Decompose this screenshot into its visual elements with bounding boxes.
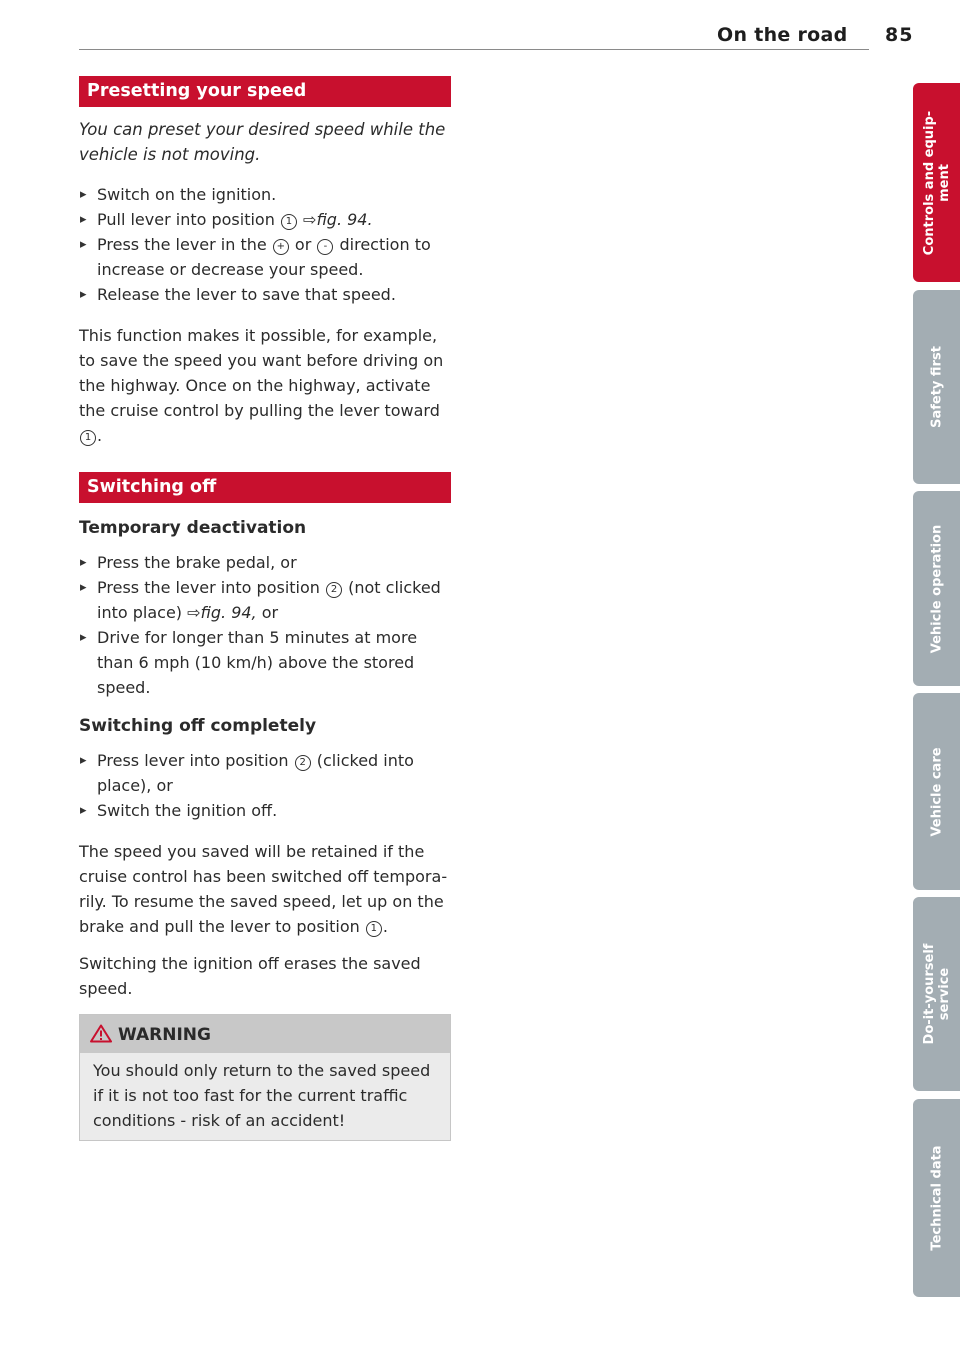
tab-vehicle-care[interactable] xyxy=(913,693,960,890)
arrow-icon: ⇨ xyxy=(187,603,201,622)
position-2-icon: 2 xyxy=(295,755,311,771)
figure-reference[interactable]: fig. 94. xyxy=(316,210,373,229)
tab-label: Vehicle care xyxy=(929,746,944,837)
complete-steps xyxy=(79,748,451,823)
arrow-icon: ⇨ xyxy=(303,210,317,229)
list-item: ▸ Press the lever in the + or - direction to increase or decrease your speed. xyxy=(79,232,451,282)
erase-paragraph: Switching the ignition off erases the saved speed. xyxy=(79,954,421,998)
tab-do-it-yourself-service[interactable] xyxy=(913,897,960,1091)
list-item: ▸ Pull lever into position 1 ⇨fig. 94. xyxy=(79,207,451,232)
tab-controls-and-equipment[interactable] xyxy=(913,83,960,282)
warning-triangle-icon xyxy=(90,1024,112,1043)
tab-label: Vehicle operation xyxy=(929,524,944,653)
position-1-icon: 1 xyxy=(80,430,96,446)
position-2-icon: 2 xyxy=(326,582,342,598)
section-title-presetting: Presetting your speed xyxy=(79,76,451,107)
subheading-completely: Switching off completely xyxy=(79,716,317,736)
warning-box xyxy=(79,1014,451,1141)
tab-label: Technical data xyxy=(929,1145,944,1251)
warning-text: You should only return to the saved speed if it is not too fast for the current traffic conditions - risk of an accident! xyxy=(93,1061,431,1130)
tab-safety-first[interactable] xyxy=(913,290,960,484)
tab-label: Do-it-yourself xyxy=(921,943,937,1045)
presetting-paragraph: This function makes it possible, for example, to save the speed you want before driving on the highway. Once on the highway, activate the cruise control by pulling the lever toward 1 . xyxy=(79,326,444,445)
subheading-temporary: Temporary deactivation xyxy=(79,518,307,538)
list-item: ▸ Drive for longer than 5 minutes at more than 6 mph (10 km/h) above the stored speed. xyxy=(79,625,451,700)
list-item: ▸ Press the lever into position 2 (not clicked into place) ⇨fig. 94, or xyxy=(79,575,451,625)
running-header-title: On the road xyxy=(717,24,848,46)
intro-text: You can preset your desired speed while the vehicle is not moving. xyxy=(79,120,446,164)
header-rule xyxy=(79,49,869,50)
list-item: ▸ Release the lever to save that speed. xyxy=(79,282,451,307)
section-title-switching-off: Switching off xyxy=(79,472,451,503)
retention-paragraph: The speed you saved will be retained if the cruise control has been switched off temporarily. To resume the saved speed, let up on the brake and pull the lever to position 1 . xyxy=(79,842,448,936)
presetting-steps xyxy=(79,182,451,307)
list-item: ▸ Press the brake pedal, or xyxy=(79,550,451,575)
list-item: ▸ Press lever into position 2 (clicked into place), or xyxy=(79,748,451,798)
warning-title: WARNING xyxy=(118,1025,211,1045)
temporary-steps xyxy=(79,550,451,700)
tab-label: Controls and equip- xyxy=(921,110,937,255)
position-1-icon: 1 xyxy=(281,214,297,230)
plus-circle-icon: + xyxy=(273,239,289,255)
tab-technical-data[interactable] xyxy=(913,1099,960,1297)
figure-reference[interactable]: fig. 94, xyxy=(200,603,257,622)
warning-header xyxy=(80,1015,450,1053)
page-number: 85 xyxy=(885,24,914,46)
list-item: ▸ Switch the ignition off. xyxy=(79,798,451,823)
position-1-icon: 1 xyxy=(366,921,382,937)
tab-label: ment xyxy=(936,163,952,202)
tab-label: Safety first xyxy=(929,346,944,428)
main-column xyxy=(79,76,451,1141)
tab-label: service xyxy=(936,967,952,1021)
tab-vehicle-operation[interactable] xyxy=(913,491,960,686)
list-item: ▸ Switch on the ignition. xyxy=(79,182,451,207)
minus-circle-icon: - xyxy=(317,239,333,255)
